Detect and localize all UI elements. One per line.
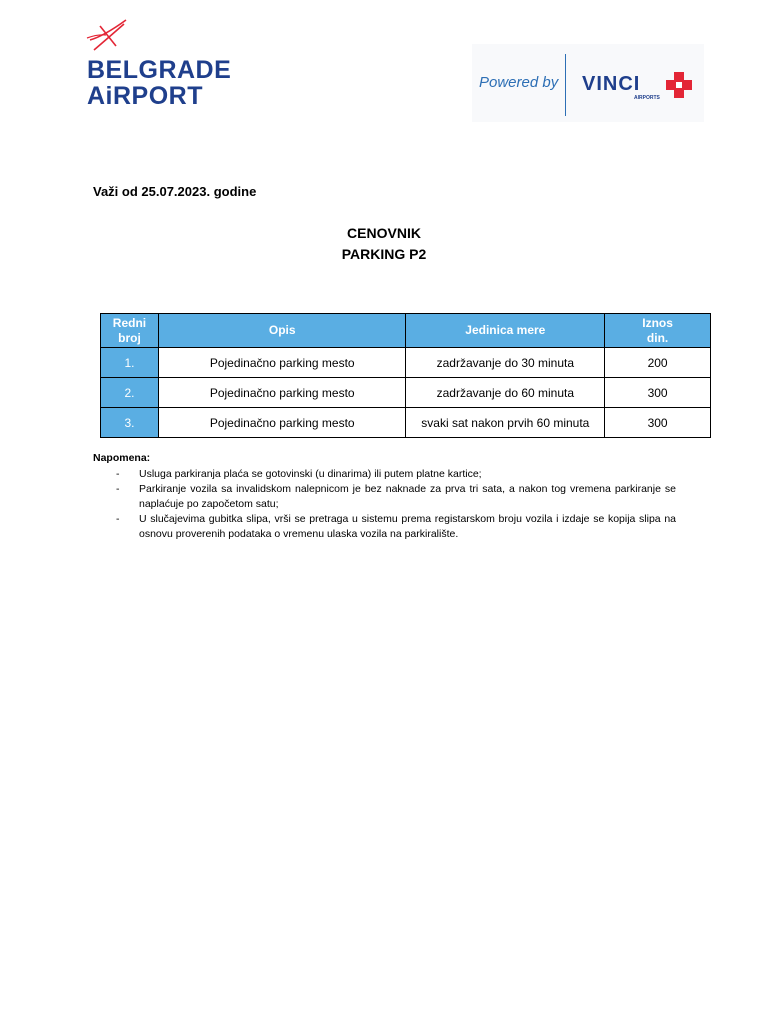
valid-from-text: Važi od 25.07.2023. godine <box>93 184 257 199</box>
note-item <box>93 512 676 542</box>
notes-list <box>93 467 676 542</box>
table-row <box>101 408 711 438</box>
note-text: U slučajevima gubitka slipa, vrši se pretraga u sistemu prema registarskom broju vozila i izdaje se kopija slipa na osnovu proverenih podataka o vremenu ulaska vozila na parkiralište. <box>139 513 676 540</box>
table-row <box>101 348 711 378</box>
row-unit: zadržavanje do 30 minuta <box>406 348 605 378</box>
row-description: Pojedinačno parking mesto <box>158 408 406 438</box>
header-iznos-line1: Iznos <box>642 315 673 330</box>
header-opis: Opis <box>158 314 406 348</box>
header-iznos <box>605 314 711 348</box>
document-subtitle: PARKING P2 <box>341 246 427 262</box>
note-dash: - <box>116 468 120 480</box>
note-item <box>93 467 676 482</box>
belgrade-airport-logo <box>86 16 266 112</box>
note-text: Parkiranje vozila sa invalidskom nalepnicom je bez naknade za prva tri sata, a nakon tog vremena parkiranje se naplaćuje po započetom satu; <box>139 483 676 510</box>
note-text: Usluga parkiranja plaća se gotovinski (u dinarima) ili putem platne kartice; <box>139 468 482 480</box>
airport-logo-text: AiRPORT <box>87 82 203 110</box>
vinci-airports-subtext: AIRPORTS <box>634 95 660 101</box>
table-header-row <box>101 314 711 348</box>
row-number: 3. <box>101 408 159 438</box>
row-number: 1. <box>101 348 159 378</box>
vinci-airports-logo <box>472 44 704 122</box>
notes-title: Napomena: <box>93 452 151 464</box>
vinci-cross-icon <box>664 70 694 100</box>
note-dash: - <box>116 483 120 495</box>
header-iznos-line2: din. <box>646 330 669 345</box>
vinci-brand-text: VINCI <box>582 73 641 95</box>
header-redni-broj <box>101 314 159 348</box>
row-amount: 200 <box>605 348 711 378</box>
header-redni-line2: broj <box>118 330 141 345</box>
table-row <box>101 378 711 408</box>
powered-by-text: Powered by <box>479 74 559 91</box>
header-jedinica-mere: Jedinica mere <box>406 314 605 348</box>
document-title: CENOVNIK <box>347 225 421 241</box>
belgrade-logo-text: BELGRADE <box>87 56 232 84</box>
price-table <box>100 313 711 438</box>
row-unit: zadržavanje do 60 minuta <box>406 378 605 408</box>
header-redni-line1: Redni <box>112 315 147 330</box>
row-amount: 300 <box>605 378 711 408</box>
row-number: 2. <box>101 378 159 408</box>
note-dash: - <box>116 513 120 525</box>
logo-divider <box>565 54 566 116</box>
row-description: Pojedinačno parking mesto <box>158 348 406 378</box>
note-item <box>93 482 676 512</box>
row-description: Pojedinačno parking mesto <box>158 378 406 408</box>
plane-logo-icon <box>86 16 132 56</box>
row-amount: 300 <box>605 408 711 438</box>
row-unit: svaki sat nakon prvih 60 minuta <box>406 408 605 438</box>
